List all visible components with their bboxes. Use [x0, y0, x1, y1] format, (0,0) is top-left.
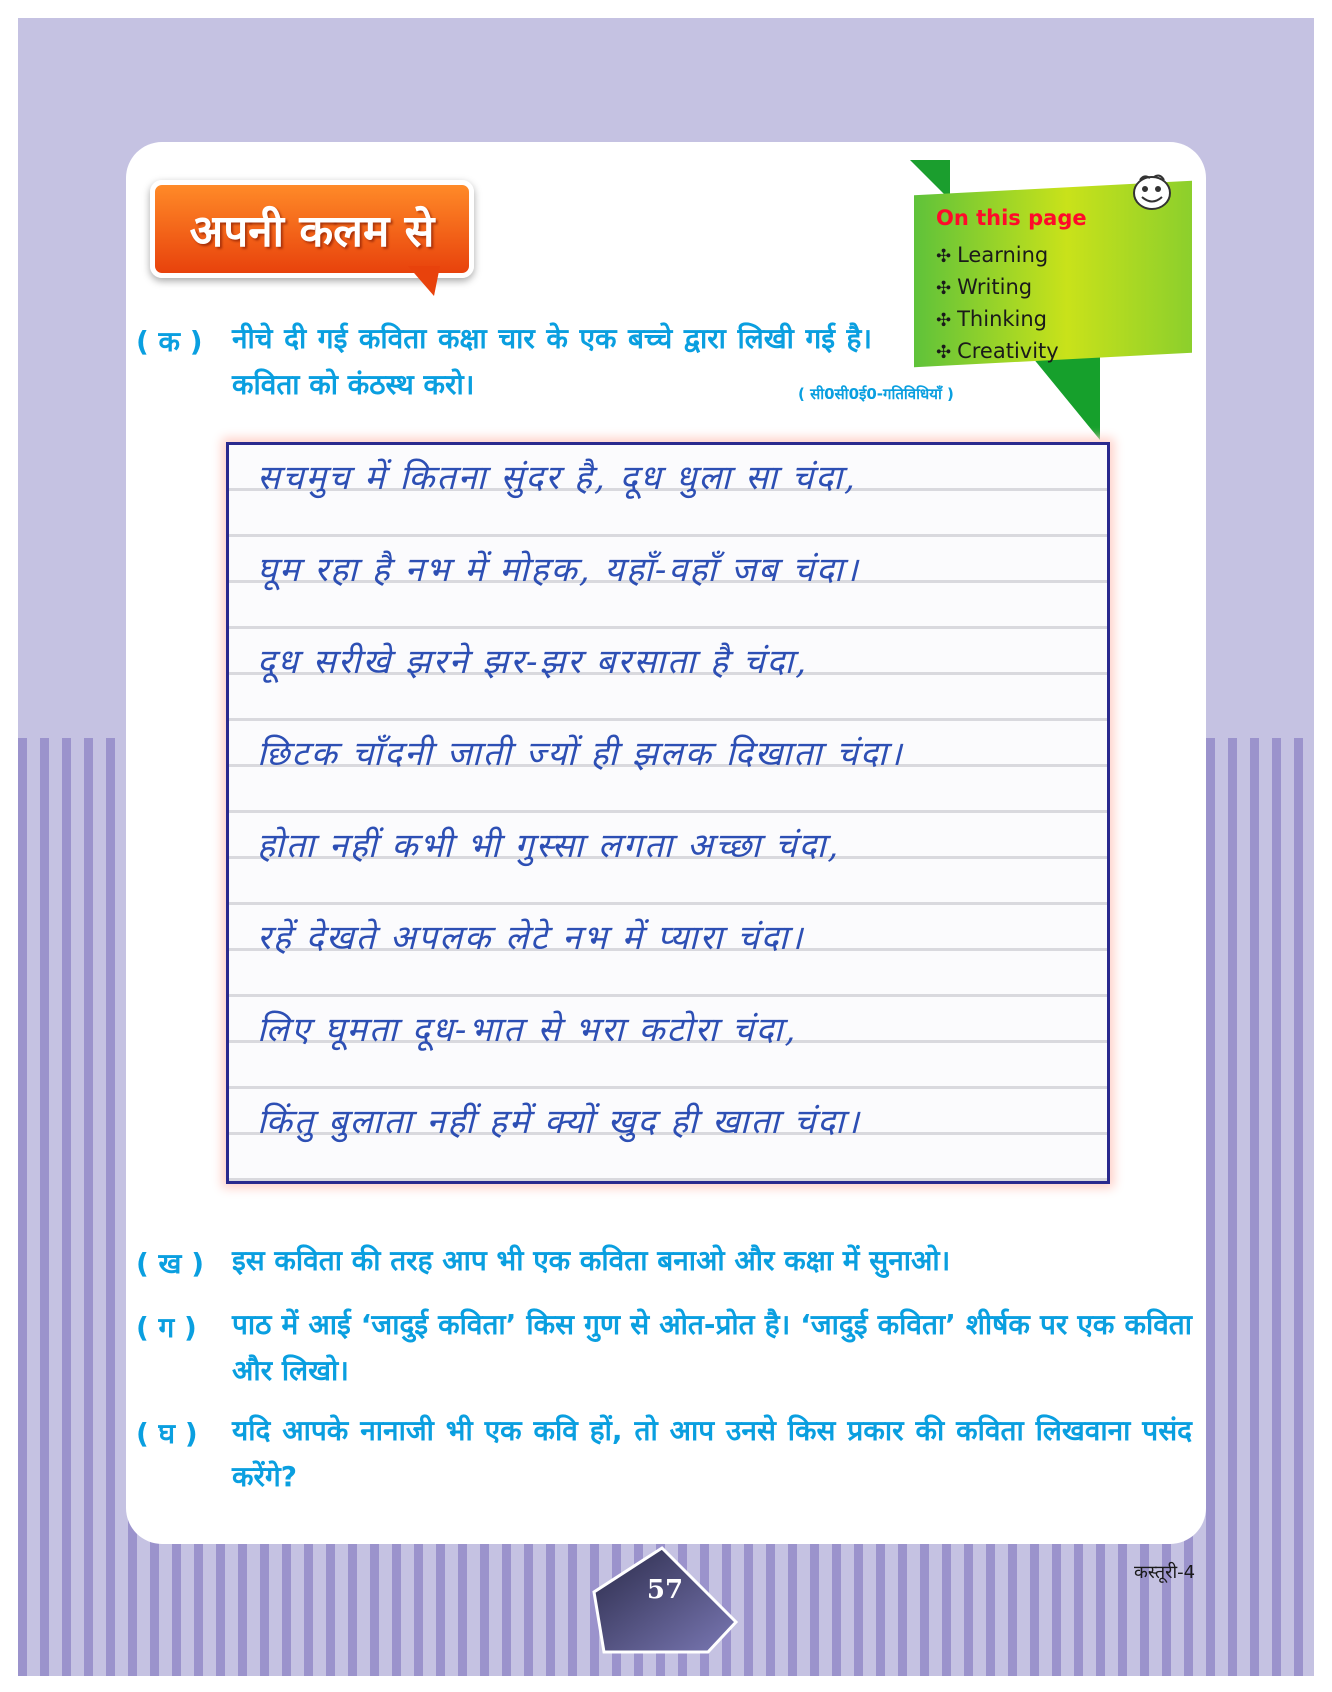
ribbon-item-label: Learning: [957, 243, 1049, 267]
poem-line: छिटक चाँदनी जाती ज्यों ही झलक दिखाता चंदा।: [257, 734, 904, 774]
bullet-star-icon: ✣: [936, 278, 952, 299]
poem-line: रहें देखते अपलक लेटे नभ में प्यारा चंदा।: [257, 918, 805, 958]
question-label-kha: ( ख ): [136, 1247, 204, 1280]
question-text-gha: यदि आपके नानाजी भी एक कवि हों, तो आप उनसे किस प्रकार की कविता लिखवाना पसंद करेंगे?: [232, 1414, 1192, 1493]
ribbon-item: [936, 304, 1059, 336]
ribbon-skill-list: [936, 240, 1059, 368]
bullet-star-icon: ✣: [936, 342, 952, 363]
ribbon-item: [936, 272, 1059, 304]
ribbon-title: On this page: [936, 206, 1087, 230]
poem-line: होता नहीं कभी भी गुस्सा लगता अच्छा चंदा,: [257, 826, 841, 866]
poem-line: घूम रहा है नभ में मोहक, यहाँ-वहाँ जब चंदा।: [257, 550, 860, 590]
ribbon-item-label: Thinking: [957, 307, 1048, 331]
question-label-ga: ( ग ): [136, 1311, 197, 1344]
poem-line: लिए घूमता दूध-भात से भरा कटोरा चंदा,: [257, 1010, 798, 1050]
poem-line: सचमुच में कितना सुंदर है, दूध धुला सा चंदा,: [257, 458, 857, 498]
handwritten-poem: [226, 442, 1110, 1184]
section-title-badge: अपनी कलम से: [150, 180, 474, 278]
book-footer: कस्तूरी-4: [1134, 1562, 1196, 1583]
poem-line: दूध सरीखे झरने झर-झर बरसाता है चंदा,: [257, 642, 809, 682]
bullet-star-icon: ✣: [936, 310, 952, 331]
poem-line: किंतु बुलाता नहीं हमें क्यों खुद ही खाता चंदा।: [257, 1102, 861, 1142]
bullet-star-icon: ✣: [936, 246, 952, 267]
question-label-ka: ( क ): [136, 325, 203, 358]
question-text-ka: नीचे दी गई कविता कक्षा चार के एक बच्चे द्वारा लिखी गई है। कविता को कंठस्थ करो।: [232, 322, 872, 401]
page-number: 57: [646, 1575, 684, 1605]
question-label-gha: ( घ ): [136, 1417, 198, 1450]
ribbon-item-label: Creativity: [957, 339, 1059, 363]
ribbon-item: [936, 336, 1059, 368]
smiley-face-icon: [1130, 172, 1174, 212]
question-text-kha: इस कविता की तरह आप भी एक कविता बनाओ और कक्षा में सुनाओ।: [232, 1244, 951, 1277]
cce-activity-note: ( सी0सी0ई0-गतिविधियाँ ): [798, 385, 954, 403]
badge-tail: [408, 266, 440, 296]
question-text-ga: पाठ में आई ‘जादुई कविता’ किस गुण से ओत-प्रोत है। ‘जादुई कविता’ शीर्षक पर एक कविता और लिखो।: [232, 1308, 1192, 1387]
ribbon-item: [936, 240, 1059, 272]
ribbon-item-label: Writing: [957, 275, 1033, 299]
